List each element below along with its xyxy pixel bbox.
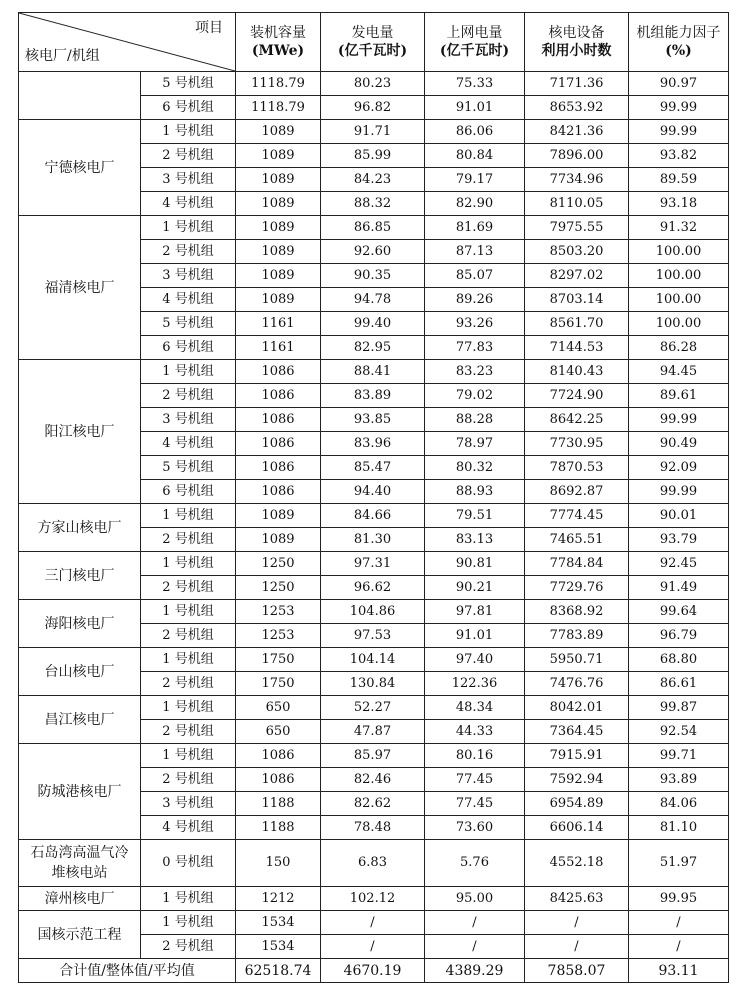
generation-cell: 85.97: [321, 744, 425, 768]
generation-cell: 92.60: [321, 240, 425, 264]
generation-cell: 97.53: [321, 624, 425, 648]
plant-name-cell: 方家山核电厂: [19, 504, 141, 552]
table-row: [19, 360, 729, 384]
capacity-cell: 1161: [236, 336, 321, 360]
capability-factor-cell: 89.61: [629, 384, 729, 408]
generation-cell: 88.32: [321, 192, 425, 216]
capability-factor-cell: /: [629, 935, 729, 959]
generation-cell: 104.14: [321, 648, 425, 672]
utilization-hours-cell: 7144.53: [525, 336, 629, 360]
generation-cell: 97.31: [321, 552, 425, 576]
capability-factor-cell: 90.97: [629, 72, 729, 96]
table-row: [19, 504, 729, 528]
utilization-hours-cell: 7724.90: [525, 384, 629, 408]
utilization-hours-cell: 7465.51: [525, 528, 629, 552]
generation-cell: 80.23: [321, 72, 425, 96]
unit-name-cell: 1 号机组: [141, 216, 236, 240]
capability-factor-cell: 99.87: [629, 696, 729, 720]
column-header-utilization-hours: 核电设备 利用小时数: [525, 13, 629, 72]
total-grid-supply: 4389.29: [425, 959, 525, 983]
capability-factor-cell: 99.95: [629, 887, 729, 911]
grid-supply-cell: 5.76: [425, 840, 525, 887]
generation-cell: 6.83: [321, 840, 425, 887]
generation-cell: 93.85: [321, 408, 425, 432]
grid-supply-cell: 81.69: [425, 216, 525, 240]
generation-cell: 84.66: [321, 504, 425, 528]
capability-factor-cell: 100.00: [629, 240, 729, 264]
capability-factor-cell: /: [629, 911, 729, 935]
capability-factor-cell: 92.09: [629, 456, 729, 480]
utilization-hours-cell: 8425.63: [525, 887, 629, 911]
capacity-cell: 1086: [236, 384, 321, 408]
capability-factor-cell: 93.82: [629, 144, 729, 168]
capability-factor-cell: 51.97: [629, 840, 729, 887]
capacity-cell: 1089: [236, 240, 321, 264]
total-label: 合计值/整体值/平均值: [19, 959, 236, 983]
unit-name-cell: 1 号机组: [141, 552, 236, 576]
generation-cell: /: [321, 911, 425, 935]
table-row: [19, 911, 729, 935]
table-row: [19, 120, 729, 144]
utilization-hours-cell: 7730.95: [525, 432, 629, 456]
capacity-cell: 1086: [236, 432, 321, 456]
grid-supply-cell: 85.07: [425, 264, 525, 288]
unit-name-cell: 5 号机组: [141, 312, 236, 336]
generation-cell: /: [321, 935, 425, 959]
generation-cell: 83.96: [321, 432, 425, 456]
unit-name-cell: 2 号机组: [141, 935, 236, 959]
generation-cell: 85.99: [321, 144, 425, 168]
total-generation: 4670.19: [321, 959, 425, 983]
total-row: [19, 959, 729, 983]
capacity-cell: 1534: [236, 935, 321, 959]
average-utilization-hours: 7858.07: [525, 959, 629, 983]
utilization-hours-cell: 8642.25: [525, 408, 629, 432]
capacity-cell: 1089: [236, 528, 321, 552]
column-header-capability-factor: 机组能力因子 (%): [629, 13, 729, 72]
capability-factor-cell: 90.49: [629, 432, 729, 456]
capability-factor-cell: 99.99: [629, 408, 729, 432]
table-row: [19, 840, 729, 887]
grid-supply-cell: 79.02: [425, 384, 525, 408]
generation-cell: 52.27: [321, 696, 425, 720]
capacity-cell: 1253: [236, 624, 321, 648]
capacity-cell: 150: [236, 840, 321, 887]
generation-cell: 84.23: [321, 168, 425, 192]
grid-supply-cell: 87.13: [425, 240, 525, 264]
grid-supply-cell: 91.01: [425, 96, 525, 120]
capacity-cell: 1086: [236, 408, 321, 432]
generation-cell: 88.41: [321, 360, 425, 384]
utilization-hours-cell: 8140.43: [525, 360, 629, 384]
generation-cell: 82.46: [321, 768, 425, 792]
plant-name-cell: 石岛湾高温气冷堆核电站: [19, 840, 141, 887]
grid-supply-cell: 90.21: [425, 576, 525, 600]
grid-supply-cell: 82.90: [425, 192, 525, 216]
unit-name-cell: 2 号机组: [141, 624, 236, 648]
capability-factor-cell: 93.89: [629, 768, 729, 792]
plant-name-cell: 海阳核电厂: [19, 600, 141, 648]
utilization-hours-cell: 7364.45: [525, 720, 629, 744]
capacity-cell: 1086: [236, 360, 321, 384]
unit-name-cell: 1 号机组: [141, 120, 236, 144]
capacity-cell: 1250: [236, 576, 321, 600]
capability-factor-cell: 100.00: [629, 288, 729, 312]
utilization-hours-cell: 7975.55: [525, 216, 629, 240]
grid-supply-cell: 83.13: [425, 528, 525, 552]
generation-cell: 83.89: [321, 384, 425, 408]
capacity-cell: 1086: [236, 744, 321, 768]
unit-name-cell: 2 号机组: [141, 144, 236, 168]
utilization-hours-cell: 4552.18: [525, 840, 629, 887]
grid-supply-cell: 80.84: [425, 144, 525, 168]
utilization-hours-cell: 7774.45: [525, 504, 629, 528]
utilization-hours-cell: /: [525, 935, 629, 959]
capacity-cell: 1089: [236, 192, 321, 216]
utilization-hours-cell: 7592.94: [525, 768, 629, 792]
unit-name-cell: 4 号机组: [141, 816, 236, 840]
utilization-hours-cell: 7783.89: [525, 624, 629, 648]
plant-name-cell: 福清核电厂: [19, 216, 141, 360]
generation-cell: 96.82: [321, 96, 425, 120]
grid-supply-cell: /: [425, 935, 525, 959]
unit-name-cell: 1 号机组: [141, 744, 236, 768]
capability-factor-cell: 99.99: [629, 96, 729, 120]
unit-name-cell: 1 号机组: [141, 911, 236, 935]
utilization-hours-cell: 8368.92: [525, 600, 629, 624]
utilization-hours-cell: 8703.14: [525, 288, 629, 312]
capability-factor-cell: 86.61: [629, 672, 729, 696]
table-body: [19, 72, 729, 959]
utilization-hours-cell: /: [525, 911, 629, 935]
grid-supply-cell: 95.00: [425, 887, 525, 911]
unit-name-cell: 2 号机组: [141, 528, 236, 552]
unit-name-cell: 1 号机组: [141, 696, 236, 720]
capability-factor-cell: 90.01: [629, 504, 729, 528]
unit-name-cell: 2 号机组: [141, 576, 236, 600]
grid-supply-cell: 122.36: [425, 672, 525, 696]
utilization-hours-cell: 7915.91: [525, 744, 629, 768]
capacity-cell: 1086: [236, 768, 321, 792]
generation-cell: 130.84: [321, 672, 425, 696]
grid-supply-cell: 80.16: [425, 744, 525, 768]
plant-name-cell: 昌江核电厂: [19, 696, 141, 744]
utilization-hours-cell: 8421.36: [525, 120, 629, 144]
grid-supply-cell: 77.83: [425, 336, 525, 360]
nuclear-unit-table: [18, 12, 729, 983]
capacity-cell: 1118.79: [236, 72, 321, 96]
capacity-cell: 1089: [236, 120, 321, 144]
capability-factor-cell: 91.32: [629, 216, 729, 240]
generation-cell: 102.12: [321, 887, 425, 911]
generation-cell: 82.95: [321, 336, 425, 360]
table-row: [19, 72, 729, 96]
utilization-hours-cell: 8503.20: [525, 240, 629, 264]
grid-supply-cell: 77.45: [425, 792, 525, 816]
plant-name-cell: [19, 72, 141, 120]
unit-name-cell: 1 号机组: [141, 360, 236, 384]
utilization-hours-cell: 7896.00: [525, 144, 629, 168]
capacity-cell: 1250: [236, 552, 321, 576]
capacity-cell: 1253: [236, 600, 321, 624]
plant-name-cell: 台山核电厂: [19, 648, 141, 696]
grid-supply-cell: 88.28: [425, 408, 525, 432]
plant-name-cell: 国核示范工程: [19, 911, 141, 959]
utilization-hours-cell: 7171.36: [525, 72, 629, 96]
capacity-cell: 1089: [236, 264, 321, 288]
plant-name-cell: 宁德核电厂: [19, 120, 141, 216]
table-row: [19, 744, 729, 768]
grid-supply-cell: 48.34: [425, 696, 525, 720]
capacity-cell: 1086: [236, 480, 321, 504]
capacity-cell: 650: [236, 696, 321, 720]
unit-name-cell: 2 号机组: [141, 720, 236, 744]
generation-cell: 91.71: [321, 120, 425, 144]
unit-name-cell: 2 号机组: [141, 768, 236, 792]
plant-name-cell: 阳江核电厂: [19, 360, 141, 504]
header-row: [19, 13, 729, 72]
table-row: [19, 216, 729, 240]
grid-supply-cell: 44.33: [425, 720, 525, 744]
utilization-hours-cell: 7870.53: [525, 456, 629, 480]
unit-name-cell: 3 号机组: [141, 408, 236, 432]
utilization-hours-cell: 6954.89: [525, 792, 629, 816]
capacity-cell: 1188: [236, 816, 321, 840]
unit-name-cell: 6 号机组: [141, 336, 236, 360]
grid-supply-cell: 91.01: [425, 624, 525, 648]
nuclear-unit-table-document: [18, 12, 728, 983]
corner-header-cell: [19, 13, 236, 72]
grid-supply-cell: 90.81: [425, 552, 525, 576]
utilization-hours-cell: 7734.96: [525, 168, 629, 192]
capability-factor-cell: 99.99: [629, 120, 729, 144]
capability-factor-cell: 81.10: [629, 816, 729, 840]
capability-factor-cell: 100.00: [629, 312, 729, 336]
utilization-hours-cell: 5950.71: [525, 648, 629, 672]
utilization-hours-cell: 7784.84: [525, 552, 629, 576]
plant-name-cell: 防城港核电厂: [19, 744, 141, 840]
capacity-cell: 650: [236, 720, 321, 744]
capability-factor-cell: 94.45: [629, 360, 729, 384]
unit-name-cell: 4 号机组: [141, 288, 236, 312]
capability-factor-cell: 99.71: [629, 744, 729, 768]
unit-name-cell: 2 号机组: [141, 240, 236, 264]
capability-factor-cell: 100.00: [629, 264, 729, 288]
capacity-cell: 1089: [236, 288, 321, 312]
table-row: [19, 600, 729, 624]
grid-supply-cell: 97.81: [425, 600, 525, 624]
utilization-hours-cell: 8653.92: [525, 96, 629, 120]
capability-factor-cell: 89.59: [629, 168, 729, 192]
grid-supply-cell: 80.32: [425, 456, 525, 480]
generation-cell: 104.86: [321, 600, 425, 624]
unit-name-cell: 3 号机组: [141, 168, 236, 192]
utilization-hours-cell: 8561.70: [525, 312, 629, 336]
corner-header-row-label: 核电厂/机组: [25, 48, 100, 64]
generation-cell: 78.48: [321, 816, 425, 840]
capability-factor-cell: 92.45: [629, 552, 729, 576]
unit-name-cell: 3 号机组: [141, 792, 236, 816]
capacity-cell: 1750: [236, 672, 321, 696]
capacity-cell: 1161: [236, 312, 321, 336]
generation-cell: 94.78: [321, 288, 425, 312]
capacity-cell: 1089: [236, 216, 321, 240]
generation-cell: 82.62: [321, 792, 425, 816]
capacity-cell: 1089: [236, 144, 321, 168]
generation-cell: 86.85: [321, 216, 425, 240]
total-capacity: 62518.74: [236, 959, 321, 983]
unit-name-cell: 1 号机组: [141, 648, 236, 672]
capability-factor-cell: 92.54: [629, 720, 729, 744]
generation-cell: 99.40: [321, 312, 425, 336]
unit-name-cell: 0 号机组: [141, 840, 236, 887]
capacity-cell: 1089: [236, 168, 321, 192]
utilization-hours-cell: 8110.05: [525, 192, 629, 216]
capacity-cell: 1118.79: [236, 96, 321, 120]
unit-name-cell: 6 号机组: [141, 96, 236, 120]
grid-supply-cell: 79.17: [425, 168, 525, 192]
capacity-cell: 1534: [236, 911, 321, 935]
generation-cell: 85.47: [321, 456, 425, 480]
capability-factor-cell: 91.49: [629, 576, 729, 600]
grid-supply-cell: 78.97: [425, 432, 525, 456]
utilization-hours-cell: 7729.76: [525, 576, 629, 600]
capacity-cell: 1089: [236, 504, 321, 528]
table-row: [19, 887, 729, 911]
unit-name-cell: 1 号机组: [141, 887, 236, 911]
capacity-cell: 1188: [236, 792, 321, 816]
unit-name-cell: 5 号机组: [141, 72, 236, 96]
capability-factor-cell: 99.99: [629, 480, 729, 504]
unit-name-cell: 2 号机组: [141, 672, 236, 696]
column-header-grid-supply: 上网电量 (亿千瓦时): [425, 13, 525, 72]
unit-name-cell: 3 号机组: [141, 264, 236, 288]
utilization-hours-cell: 7476.76: [525, 672, 629, 696]
grid-supply-cell: 75.33: [425, 72, 525, 96]
column-header-capacity: 装机容量 (MWe): [236, 13, 321, 72]
utilization-hours-cell: 6606.14: [525, 816, 629, 840]
generation-cell: 81.30: [321, 528, 425, 552]
generation-cell: 47.87: [321, 720, 425, 744]
generation-cell: 94.40: [321, 480, 425, 504]
table-row: [19, 648, 729, 672]
corner-header-column-label: 项目: [195, 20, 223, 36]
grid-supply-cell: 88.93: [425, 480, 525, 504]
capability-factor-cell: 93.79: [629, 528, 729, 552]
unit-name-cell: 4 号机组: [141, 192, 236, 216]
unit-name-cell: 1 号机组: [141, 600, 236, 624]
plant-name-cell: 三门核电厂: [19, 552, 141, 600]
capability-factor-cell: 84.06: [629, 792, 729, 816]
generation-cell: 90.35: [321, 264, 425, 288]
table-row: [19, 696, 729, 720]
unit-name-cell: 4 号机组: [141, 432, 236, 456]
grid-supply-cell: 97.40: [425, 648, 525, 672]
capability-factor-cell: 86.28: [629, 336, 729, 360]
capability-factor-cell: 96.79: [629, 624, 729, 648]
generation-cell: 96.62: [321, 576, 425, 600]
unit-name-cell: 2 号机组: [141, 384, 236, 408]
capability-factor-cell: 68.80: [629, 648, 729, 672]
unit-name-cell: 1 号机组: [141, 504, 236, 528]
column-header-generation: 发电量 (亿千瓦时): [321, 13, 425, 72]
utilization-hours-cell: 8297.02: [525, 264, 629, 288]
grid-supply-cell: 79.51: [425, 504, 525, 528]
capability-factor-cell: 99.64: [629, 600, 729, 624]
capacity-cell: 1212: [236, 887, 321, 911]
unit-name-cell: 6 号机组: [141, 480, 236, 504]
grid-supply-cell: /: [425, 911, 525, 935]
grid-supply-cell: 83.23: [425, 360, 525, 384]
average-capability-factor: 93.11: [629, 959, 729, 983]
grid-supply-cell: 73.60: [425, 816, 525, 840]
table-row: [19, 552, 729, 576]
capacity-cell: 1750: [236, 648, 321, 672]
grid-supply-cell: 89.26: [425, 288, 525, 312]
grid-supply-cell: 93.26: [425, 312, 525, 336]
plant-name-cell: 漳州核电厂: [19, 887, 141, 911]
capability-factor-cell: 93.18: [629, 192, 729, 216]
grid-supply-cell: 86.06: [425, 120, 525, 144]
capacity-cell: 1086: [236, 456, 321, 480]
grid-supply-cell: 77.45: [425, 768, 525, 792]
unit-name-cell: 5 号机组: [141, 456, 236, 480]
utilization-hours-cell: 8042.01: [525, 696, 629, 720]
utilization-hours-cell: 8692.87: [525, 480, 629, 504]
